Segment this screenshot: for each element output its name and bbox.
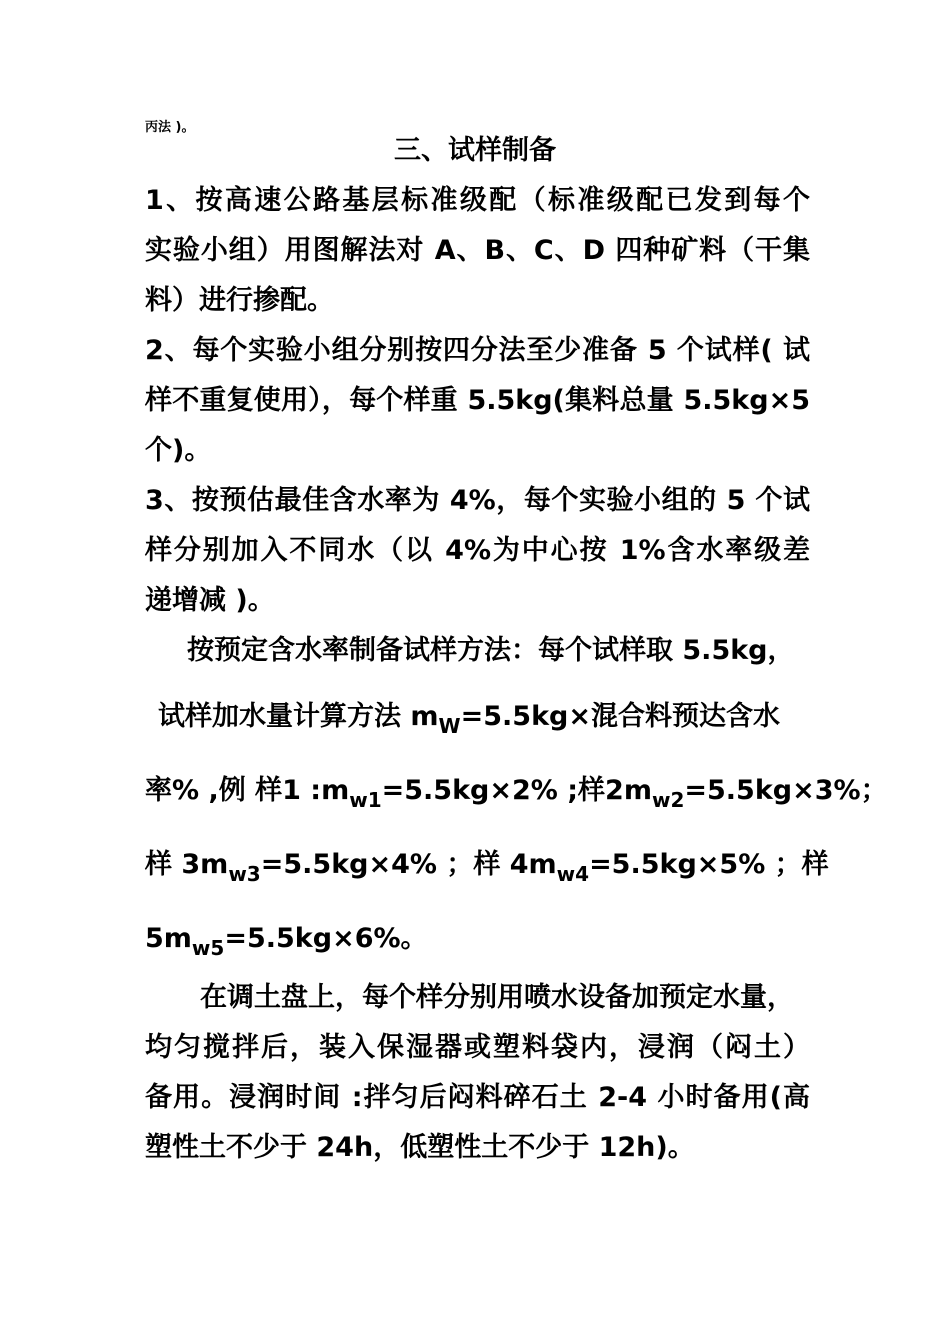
formula-text: =5.5kg×2% ;样2m xyxy=(381,775,652,806)
section-title: 三、试样制备 xyxy=(394,135,556,166)
formula-line xyxy=(145,848,829,886)
formula-text: =5.5kg×4% ；样 4m xyxy=(260,849,557,880)
formula-line xyxy=(145,774,888,812)
paragraph-line: 递增减 )。 xyxy=(145,585,275,616)
paragraph-line: 按预定含水率制备试样方法：每个试样取 5.5kg， xyxy=(187,635,795,666)
formula-text: 试样加水量计算方法 m xyxy=(158,701,439,732)
paragraph-line: 均匀搅拌后，装入保湿器或塑料袋内，浸润（闷土） xyxy=(145,1032,810,1063)
formula-text: =5.5kg×6%。 xyxy=(224,923,428,954)
formula-text: =5.5kg×5% ；样 xyxy=(589,849,829,880)
formula-subscript: W xyxy=(438,714,461,738)
paragraph-line: 在调土盘上，每个样分别用喷水设备加预定水量， xyxy=(200,982,794,1013)
header-fragment: 丙法 )。 xyxy=(145,120,195,135)
formula-subscript: w1 xyxy=(349,788,382,812)
paragraph-line: 实验小组）用图解法对 A、B、C、D 四种矿料（干集 xyxy=(145,235,810,266)
paragraph-line: 样分别加入不同水（以 4%为中心按 1%含水率级差 xyxy=(145,535,810,566)
paragraph-line: 3、按预估最佳含水率为 4%，每个实验小组的 5 个试 xyxy=(145,485,810,516)
formula-subscript: w3 xyxy=(228,862,261,886)
paragraph-line: 1、按高速公路基层标准级配（标准级配已发到每个 xyxy=(145,185,810,216)
paragraph-line: 塑性土不少于 24h，低塑性土不少于 12h)。 xyxy=(145,1132,695,1163)
paragraph-line: 个)。 xyxy=(145,435,212,466)
formula-text: 5m xyxy=(145,923,192,954)
paragraph-line: 料）进行掺配。 xyxy=(145,285,334,316)
formula-text: 率% ,例 样1 :m xyxy=(145,775,350,806)
paragraph-line: 2、每个实验小组分别按四分法至少准备 5 个试样( 试 xyxy=(145,335,810,366)
formula-subscript: w2 xyxy=(651,788,685,812)
formula-text: =5.5kg×混合料预达含水 xyxy=(460,701,780,732)
paragraph-line: 备用。浸润时间 :拌匀后闷料碎石土 2-4 小时备用(高 xyxy=(145,1082,810,1113)
formula-text: =5.5kg×3%； xyxy=(684,775,888,806)
formula-line xyxy=(145,922,810,960)
formula-subscript: w4 xyxy=(556,862,590,886)
formula-line xyxy=(158,700,808,738)
formula-text: 样 3m xyxy=(145,849,229,880)
paragraph-line: 样不重复使用），每个样重 5.5kg(集料总量 5.5kg×5 xyxy=(145,385,810,416)
formula-subscript: w5 xyxy=(191,936,225,960)
